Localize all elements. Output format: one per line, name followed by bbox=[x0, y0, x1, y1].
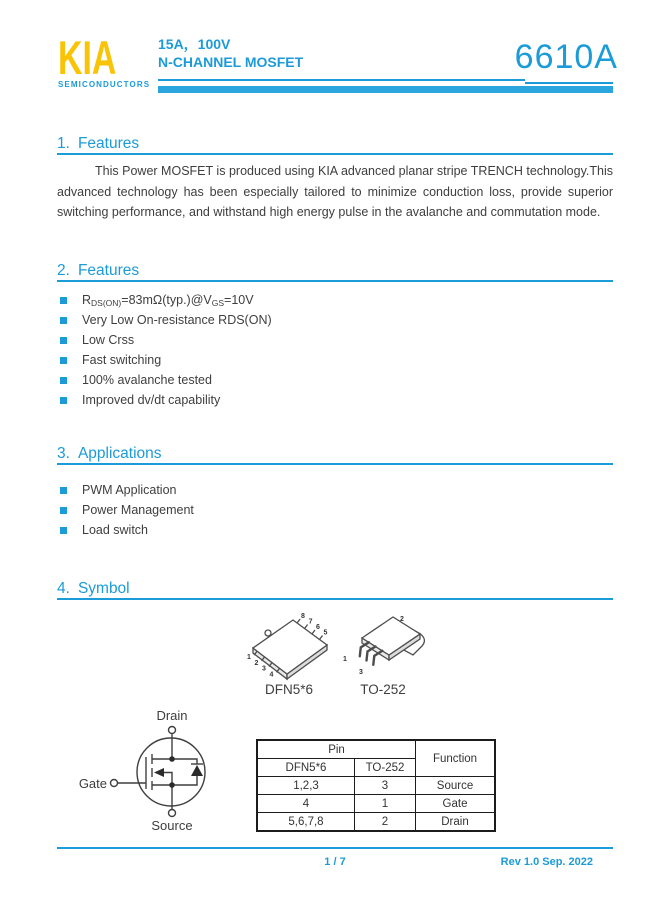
table-row bbox=[257, 777, 495, 795]
bullet-square-icon bbox=[60, 337, 67, 344]
list-item: Low Crss bbox=[60, 330, 272, 350]
kia-logo: KIA bbox=[58, 31, 117, 84]
function-header-cell: Function bbox=[416, 740, 496, 777]
header-rule-left bbox=[158, 79, 525, 81]
section-3-title: Applications bbox=[77, 445, 162, 462]
features-list bbox=[60, 290, 272, 410]
dfn-pin-4-label: 4 bbox=[269, 671, 274, 679]
package-drawings bbox=[235, 608, 435, 700]
bullet-square-icon bbox=[60, 357, 67, 364]
section-1-heading bbox=[57, 136, 613, 155]
dfn-pin-2-label: 2 bbox=[254, 659, 259, 667]
bullet-square-icon bbox=[60, 487, 67, 494]
list-item: Fast switching bbox=[60, 350, 272, 370]
cell-dfn-pins: 5,6,7,8 bbox=[257, 813, 355, 832]
footer-rule bbox=[57, 847, 613, 849]
section-4-title: Symbol bbox=[77, 580, 130, 597]
gate-label: Gate bbox=[78, 776, 107, 791]
page-number: 1 / 7 bbox=[324, 856, 346, 868]
rds-on-spec: $R_{DS(ON)}=83m\Omega(typ.)@V_{GS}=10V$ bbox=[82, 292, 254, 308]
bullet-square-icon bbox=[60, 377, 67, 384]
section-2-title: Features bbox=[77, 262, 140, 279]
bullet-square-icon bbox=[60, 397, 67, 404]
section-3-number: 3. bbox=[57, 445, 70, 462]
rating-line: 15A，100V bbox=[158, 36, 231, 52]
col-header-to252: TO-252 bbox=[355, 759, 416, 777]
table-row bbox=[257, 740, 495, 759]
dfn-pin-6-label: 6 bbox=[316, 624, 320, 631]
source-label: Source bbox=[151, 818, 193, 833]
cell-to252-pin: 3 bbox=[355, 777, 416, 795]
section-3-heading bbox=[57, 446, 613, 465]
section-2-heading bbox=[57, 263, 613, 282]
list-item bbox=[60, 290, 272, 310]
logo-subtext: SEMICONDUCTORS bbox=[58, 80, 151, 89]
header-accent-bar bbox=[158, 86, 613, 93]
section-2-number: 2. bbox=[57, 262, 70, 279]
header-rule-right bbox=[525, 82, 613, 84]
to252-label: TO-252 bbox=[360, 682, 406, 697]
bullet-square-icon bbox=[60, 527, 67, 534]
section-1-title: Features bbox=[77, 135, 140, 152]
cell-to252-pin: 2 bbox=[355, 813, 416, 832]
list-item: 100% avalanche tested bbox=[60, 370, 272, 390]
list-item: Power Management bbox=[60, 500, 194, 520]
section-4-number: 4. bbox=[57, 580, 70, 597]
revision-label: Rev 1.0 Sep. 2022 bbox=[500, 856, 593, 868]
cell-function: Source bbox=[416, 777, 496, 795]
list-item: Load switch bbox=[60, 520, 194, 540]
cell-dfn-pins: 1,2,3 bbox=[257, 777, 355, 795]
to252-package-drawing bbox=[360, 617, 425, 665]
to252-pin-3-label: 3 bbox=[359, 669, 363, 676]
cell-function: Drain bbox=[416, 813, 496, 832]
bullet-square-icon bbox=[60, 507, 67, 514]
type-line: N-CHANNEL MOSFET bbox=[158, 54, 304, 70]
device-summary bbox=[158, 35, 303, 71]
dfn-pin-5-label: 5 bbox=[323, 629, 328, 637]
table-row bbox=[257, 795, 495, 813]
applications-list bbox=[60, 480, 194, 540]
section-4-heading bbox=[57, 581, 613, 600]
dfn-pin-1-label: 1 bbox=[247, 654, 251, 661]
mosfet-arrow-icon bbox=[154, 768, 164, 777]
bullet-square-icon bbox=[60, 317, 67, 324]
to252-pin-2-label: 2 bbox=[400, 616, 404, 623]
features-paragraph: This Power MOSFET is produced using KIA advanced planar stripe TRENCH technology.This advanced technology has been especially tailored to minimize conduction loss, provide superior switching performance, and withstand high energy pulse in the avalanche and commutation mode. bbox=[57, 164, 613, 219]
list-item: PWM Application bbox=[60, 480, 194, 500]
list-item: Very Low On-resistance RDS(ON) bbox=[60, 310, 272, 330]
dfn56-label: DFN5*6 bbox=[264, 682, 314, 697]
section-1-number: 1. bbox=[57, 135, 70, 152]
pin-function-table bbox=[256, 739, 496, 832]
pin-header-cell: Pin bbox=[257, 740, 416, 759]
table-row bbox=[257, 813, 495, 832]
cell-function: Gate bbox=[416, 795, 496, 813]
body-diode-icon bbox=[191, 765, 203, 776]
col-header-dfn: DFN5*6 bbox=[257, 759, 355, 777]
part-number: 6610A bbox=[514, 38, 618, 76]
cell-dfn-pins: 4 bbox=[257, 795, 355, 813]
list-item: Improved dv/dt capability bbox=[60, 390, 272, 410]
mosfet-symbol bbox=[55, 705, 270, 840]
drain-label: Drain bbox=[156, 708, 188, 723]
dfn-pin-7-label: 7 bbox=[308, 618, 313, 626]
cell-to252-pin: 1 bbox=[355, 795, 416, 813]
dfn-pin-8-label: 8 bbox=[301, 613, 305, 620]
dfn-pin-3-label: 3 bbox=[262, 665, 266, 673]
to252-pin-1-label: 1 bbox=[343, 656, 347, 663]
bullet-square-icon bbox=[60, 297, 67, 304]
